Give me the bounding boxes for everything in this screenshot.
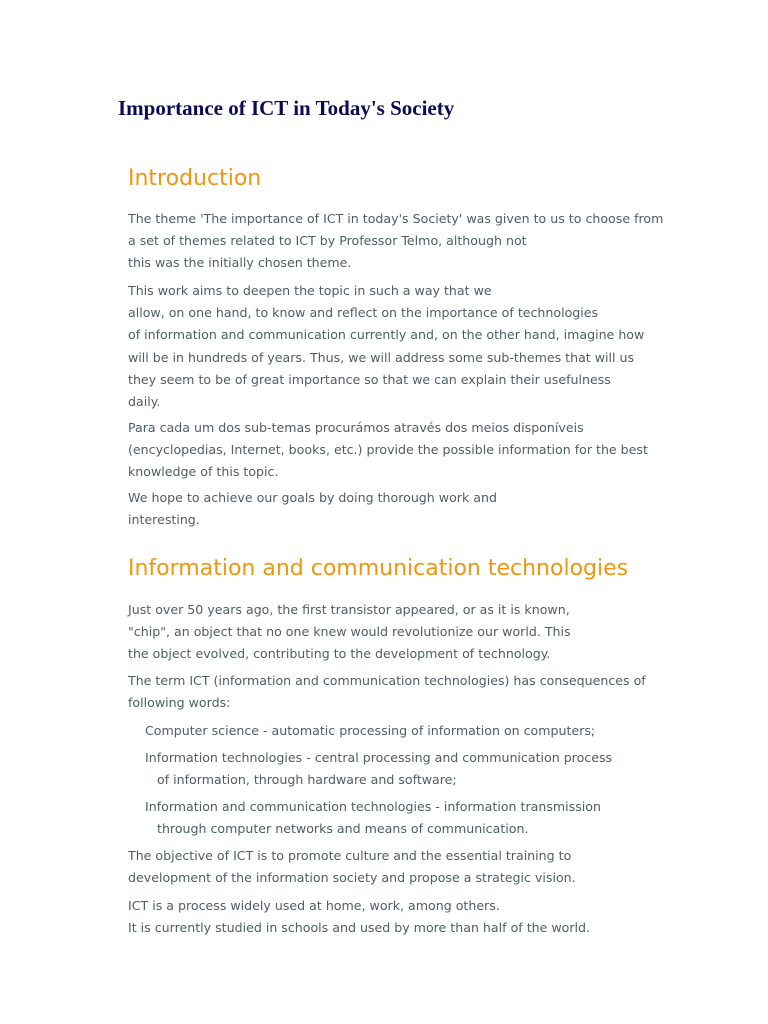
text-line: following words:: [128, 695, 231, 711]
list-item-text: Information and communication technologies - information transmission: [145, 799, 601, 814]
definitions-list: [145, 796, 601, 840]
text-line: (encyclopedias, Internet, books, etc.) provide the possible information for the best: [128, 442, 648, 458]
text-line: of information and communication currently and, on the other hand, imagine how: [128, 327, 645, 343]
text-line: knowledge of this topic.: [128, 464, 279, 480]
text-line: this was the initially chosen theme.: [128, 255, 352, 271]
ict-paragraph-4: [128, 895, 590, 939]
text-line: This work aims to deepen the topic in such a way that we: [128, 283, 492, 298]
text-line: "chip", an object that no one knew would revolutionize our world. This: [128, 624, 571, 640]
document-title: Importance of ICT in Today's Society: [118, 96, 455, 120]
list-item: [145, 720, 595, 742]
text-line: Just over 50 years ago, the first transistor appeared, or as it is known,: [128, 602, 570, 617]
ict-paragraph-3: [128, 845, 576, 889]
text-line: allow, on one hand, to know and reflect on the importance of technologies: [128, 305, 599, 321]
text-line: they seem to be of great importance so that we can explain their usefulness: [128, 371, 611, 387]
section-heading-ict: Information and communication technologies: [128, 556, 629, 581]
text-line: interesting.: [128, 512, 200, 528]
text-line: The theme 'The importance of ICT in today's Society' was given to us to choose from: [128, 211, 664, 226]
list-item-text: Computer science - automatic processing of information on computers;: [145, 723, 596, 738]
ict-paragraph-1: [128, 599, 571, 666]
intro-paragraph-3: [128, 417, 648, 484]
text-line: the object evolved, contributing to the development of technology.: [128, 646, 551, 662]
text-line: Para cada um dos sub-temas procurámos através dos meios disponíveis: [128, 420, 584, 435]
text-line: We hope to achieve our goals by doing thorough work and: [128, 490, 497, 505]
list-item-text: Information technologies - central processing and communication process: [145, 750, 613, 765]
list-item-text: of information, through hardware and software;: [157, 772, 457, 788]
list-item: [145, 796, 601, 840]
section-heading-introduction: Introduction: [128, 166, 262, 191]
text-line: ICT is a process widely used at home, work, among others.: [128, 898, 500, 913]
text-line: The term ICT (information and communication technologies) has consequences of: [128, 673, 646, 688]
text-line: development of the information society and propose a strategic vision.: [128, 870, 576, 886]
list-item: [145, 747, 612, 791]
text-line: will be in hundreds of years. Thus, we will address some sub-themes that will us: [128, 349, 635, 365]
definitions-list: [145, 747, 612, 791]
intro-paragraph-4: [128, 487, 497, 531]
text-line: daily.: [128, 393, 161, 409]
text-line: The objective of ICT is to promote culture and the essential training to: [128, 848, 572, 863]
text-line: a set of themes related to ICT by Professor Telmo, although not: [128, 233, 527, 249]
text-line: It is currently studied in schools and used by more than half of the world.: [128, 920, 591, 936]
intro-paragraph-2: [128, 280, 644, 413]
list-item-text: through computer networks and means of communication.: [157, 821, 529, 837]
intro-paragraph-1: [128, 208, 663, 275]
ict-paragraph-2: [128, 670, 646, 714]
definitions-list: [145, 720, 595, 742]
